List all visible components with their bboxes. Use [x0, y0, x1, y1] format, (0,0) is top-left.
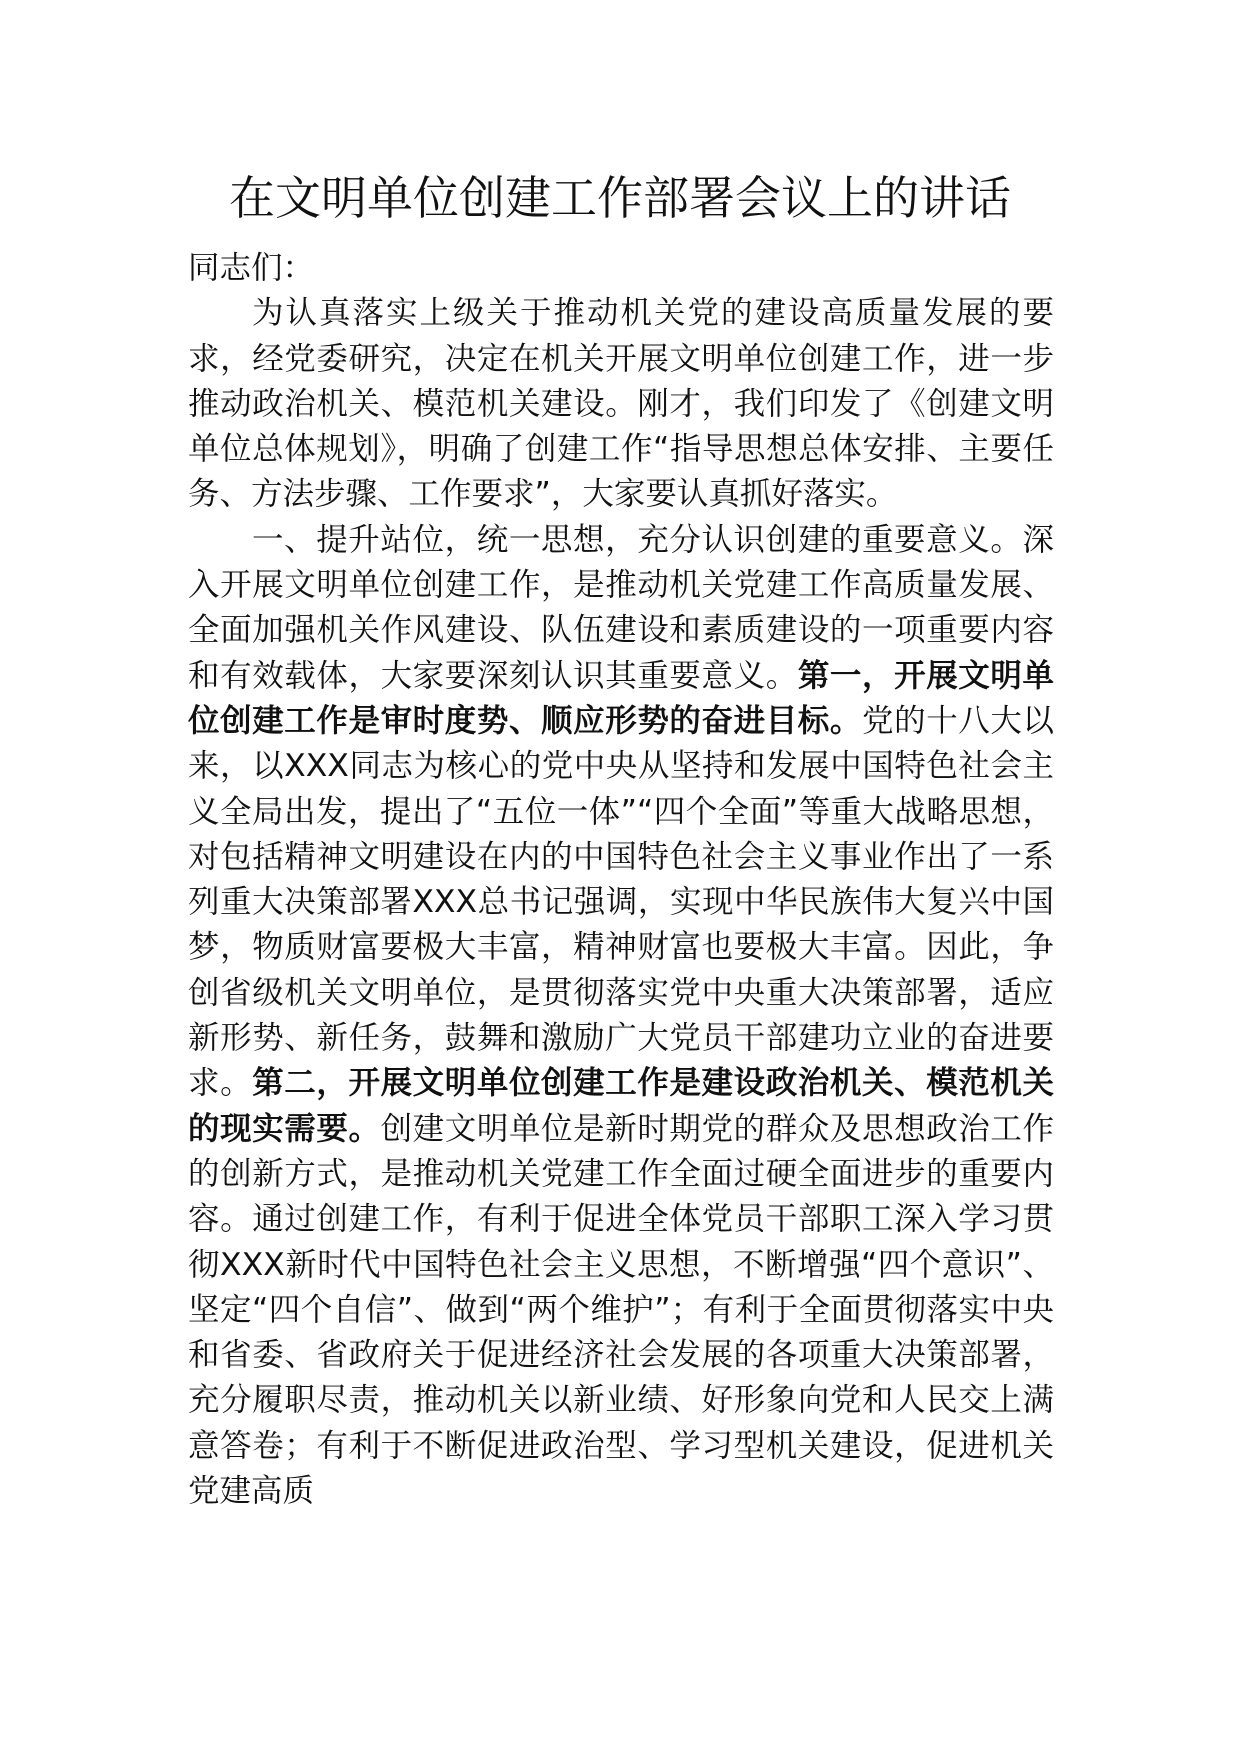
point-two-text: 创建文明单位是新时期党的群众及思想政治工作的创新方式，是推动机关党建工作全面过硬全面进步的重要内容。通过创建工作，有利于促进全体党员干部职工深入学习贯彻XXX新时代中国特色社会主义思想，不断增强“四个意识”、坚定“四个自信”、做到“两个维护”；有利于全面贯彻落实中央和省委、省政府关于促进经济社会发展的各项重大决策部署，充分履职尽责，推动机关以新业绩、好形象向党和人民交上满意答卷；有利于不断促进政治型、学习型机关建设，促进机关党建高质	[188, 1110, 1054, 1510]
document-title: 在文明单位创建工作部署会议上的讲话	[229, 171, 1011, 225]
paragraph-intro: 为认真落实上级关于推动机关党的建设高质量发展的要求，经党委研究，决定在机关开展文明单位创建工作，进一步推动政治机关、模范机关建设。刚才，我们印发了《创建文明单位总体规划》，明确了创建工作“指导思想总体安排、主要任务、方法步骤、工作要求”，大家要认真抓好落实。	[188, 295, 1054, 513]
paragraph-section-one	[188, 518, 1054, 1515]
document-body	[188, 246, 1054, 1514]
salutation: 同志们：	[188, 250, 315, 286]
section-intro-text: 深入开展文明单位创建工作，是推动机关党建工作高质量发展、全面加强机关作风建设、队伍建设和素质建设的一项重要内容和有效载体，大家要深刻认识其重要意义。	[188, 521, 1054, 694]
point-two-title: 第二，开展文明单位创建工作是建设政治机关、模范机关的现实需要。	[188, 1065, 1054, 1147]
section-heading: 一、提升站位，统一思想，充分认识创建的重要意义。	[252, 521, 1023, 558]
point-one-text: 党的十八大以来，以XXX同志为核心的党中央从坚持和发展中国特色社会主义全局出发，提出了“五位一体”“四个全面”等重大战略思想，对包括精神文明建设在内的中国特色社会主义事业作出了一系列重大决策部署XXX总书记强调，实现中华民族伟大复兴中国梦，物质财富要极大丰富，精神财富也要极大丰富。因此，争创省级机关文明单位，是贯彻落实党中央重大决策部署，适应新形势、新任务，鼓舞和激励广大党员干部建功立业的奋进要求。	[188, 702, 1054, 1102]
point-one-title: 第一，开展文明单位创建工作是审时度势、顺应形势的奋进目标。	[188, 657, 1054, 739]
